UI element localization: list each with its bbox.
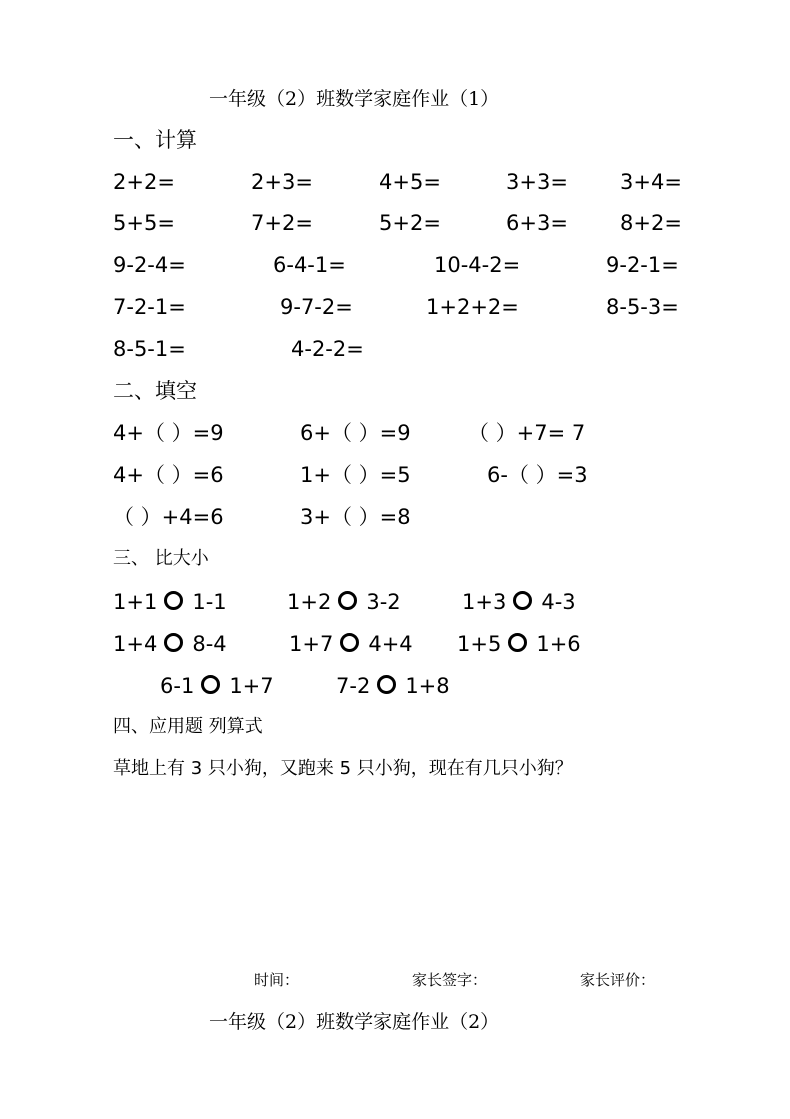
- calc-item: 8-5-3=: [606, 295, 679, 319]
- circle-icon: [340, 633, 359, 652]
- compare-left: 7-2: [336, 674, 371, 698]
- circle-icon: [513, 591, 532, 610]
- fill-item: 4+（ ）=6: [113, 463, 224, 487]
- calc-item: 2+2=: [113, 170, 175, 194]
- calc-item: 4-2-2=: [291, 337, 364, 361]
- compare-right: 4+4: [368, 632, 413, 656]
- circle-icon: [164, 591, 183, 610]
- compare-left: 1+7: [289, 632, 334, 656]
- time-label: 时间：: [254, 971, 300, 989]
- section-heading-word-problem: 四、应用题 列算式: [113, 716, 263, 737]
- fill-item: 6+（ ）=9: [300, 421, 411, 445]
- compare-left: 1+3: [462, 590, 507, 614]
- compare-item: [336, 674, 450, 698]
- compare-right: 1-1: [192, 590, 227, 614]
- compare-right: 1+6: [536, 632, 581, 656]
- page-title: 一年级（2）班数学家庭作业（1）: [209, 88, 500, 110]
- calc-item: 8-5-1=: [113, 337, 186, 361]
- fill-item: 4+（ ）=9: [113, 421, 224, 445]
- section-heading-compare: 三、 比大小: [113, 548, 209, 569]
- compare-item: [462, 590, 576, 614]
- compare-right: 8-4: [192, 632, 227, 656]
- compare-right: 4-3: [541, 590, 576, 614]
- compare-item: [113, 590, 227, 614]
- parent-evaluation-label: 家长评价：: [580, 971, 656, 989]
- calc-item: 3+4=: [620, 170, 682, 194]
- compare-item: [289, 632, 413, 656]
- calc-item: 7-2-1=: [113, 295, 186, 319]
- parent-signature-label: 家长签字：: [412, 971, 488, 989]
- calc-item: 5+5=: [113, 211, 175, 235]
- calc-item: 3+3=: [506, 170, 568, 194]
- word-problem-question: 草地上有 3 只小狗，又跑来 5 只小狗，现在有几只小狗？: [113, 758, 573, 779]
- compare-item: [287, 590, 401, 614]
- calc-item: 6+3=: [506, 211, 568, 235]
- compare-right: 1+8: [405, 674, 450, 698]
- compare-item: [113, 632, 227, 656]
- compare-left: 1+4: [113, 632, 158, 656]
- compare-left: 6-1: [160, 674, 195, 698]
- fill-item: 6-（ ）=3: [487, 463, 588, 487]
- circle-icon: [508, 633, 527, 652]
- compare-right: 1+7: [229, 674, 274, 698]
- compare-item: [160, 674, 274, 698]
- fill-item: 1+（ ）=5: [300, 463, 411, 487]
- circle-icon: [377, 675, 396, 694]
- circle-icon: [338, 591, 357, 610]
- calc-item: 10-4-2=: [434, 253, 521, 277]
- next-page-title: 一年级（2）班数学家庭作业（2）: [209, 1011, 500, 1033]
- fill-item: （ ）+7= 7: [468, 421, 586, 445]
- calc-item: 8+2=: [620, 211, 682, 235]
- compare-item: [457, 632, 581, 656]
- calc-item: 9-2-4=: [113, 253, 186, 277]
- fill-item: 3+（ ）=8: [300, 505, 411, 529]
- fill-item: （ ）+4=6: [113, 505, 224, 529]
- circle-icon: [164, 633, 183, 652]
- calc-item: 4+5=: [379, 170, 441, 194]
- calc-item: 5+2=: [379, 211, 441, 235]
- calc-item: 9-7-2=: [280, 295, 353, 319]
- compare-right: 3-2: [366, 590, 401, 614]
- compare-left: 1+1: [113, 590, 158, 614]
- circle-icon: [201, 675, 220, 694]
- section-heading-calculation: 一、计算: [113, 128, 197, 152]
- compare-left: 1+5: [457, 632, 502, 656]
- calc-item: 9-2-1=: [606, 253, 679, 277]
- section-heading-fill-blank: 二、填空: [113, 379, 197, 403]
- calc-item: 6-4-1=: [273, 253, 346, 277]
- calc-item: 1+2+2=: [426, 295, 519, 319]
- calc-item: 7+2=: [251, 211, 313, 235]
- compare-left: 1+2: [287, 590, 332, 614]
- calc-item: 2+3=: [251, 170, 313, 194]
